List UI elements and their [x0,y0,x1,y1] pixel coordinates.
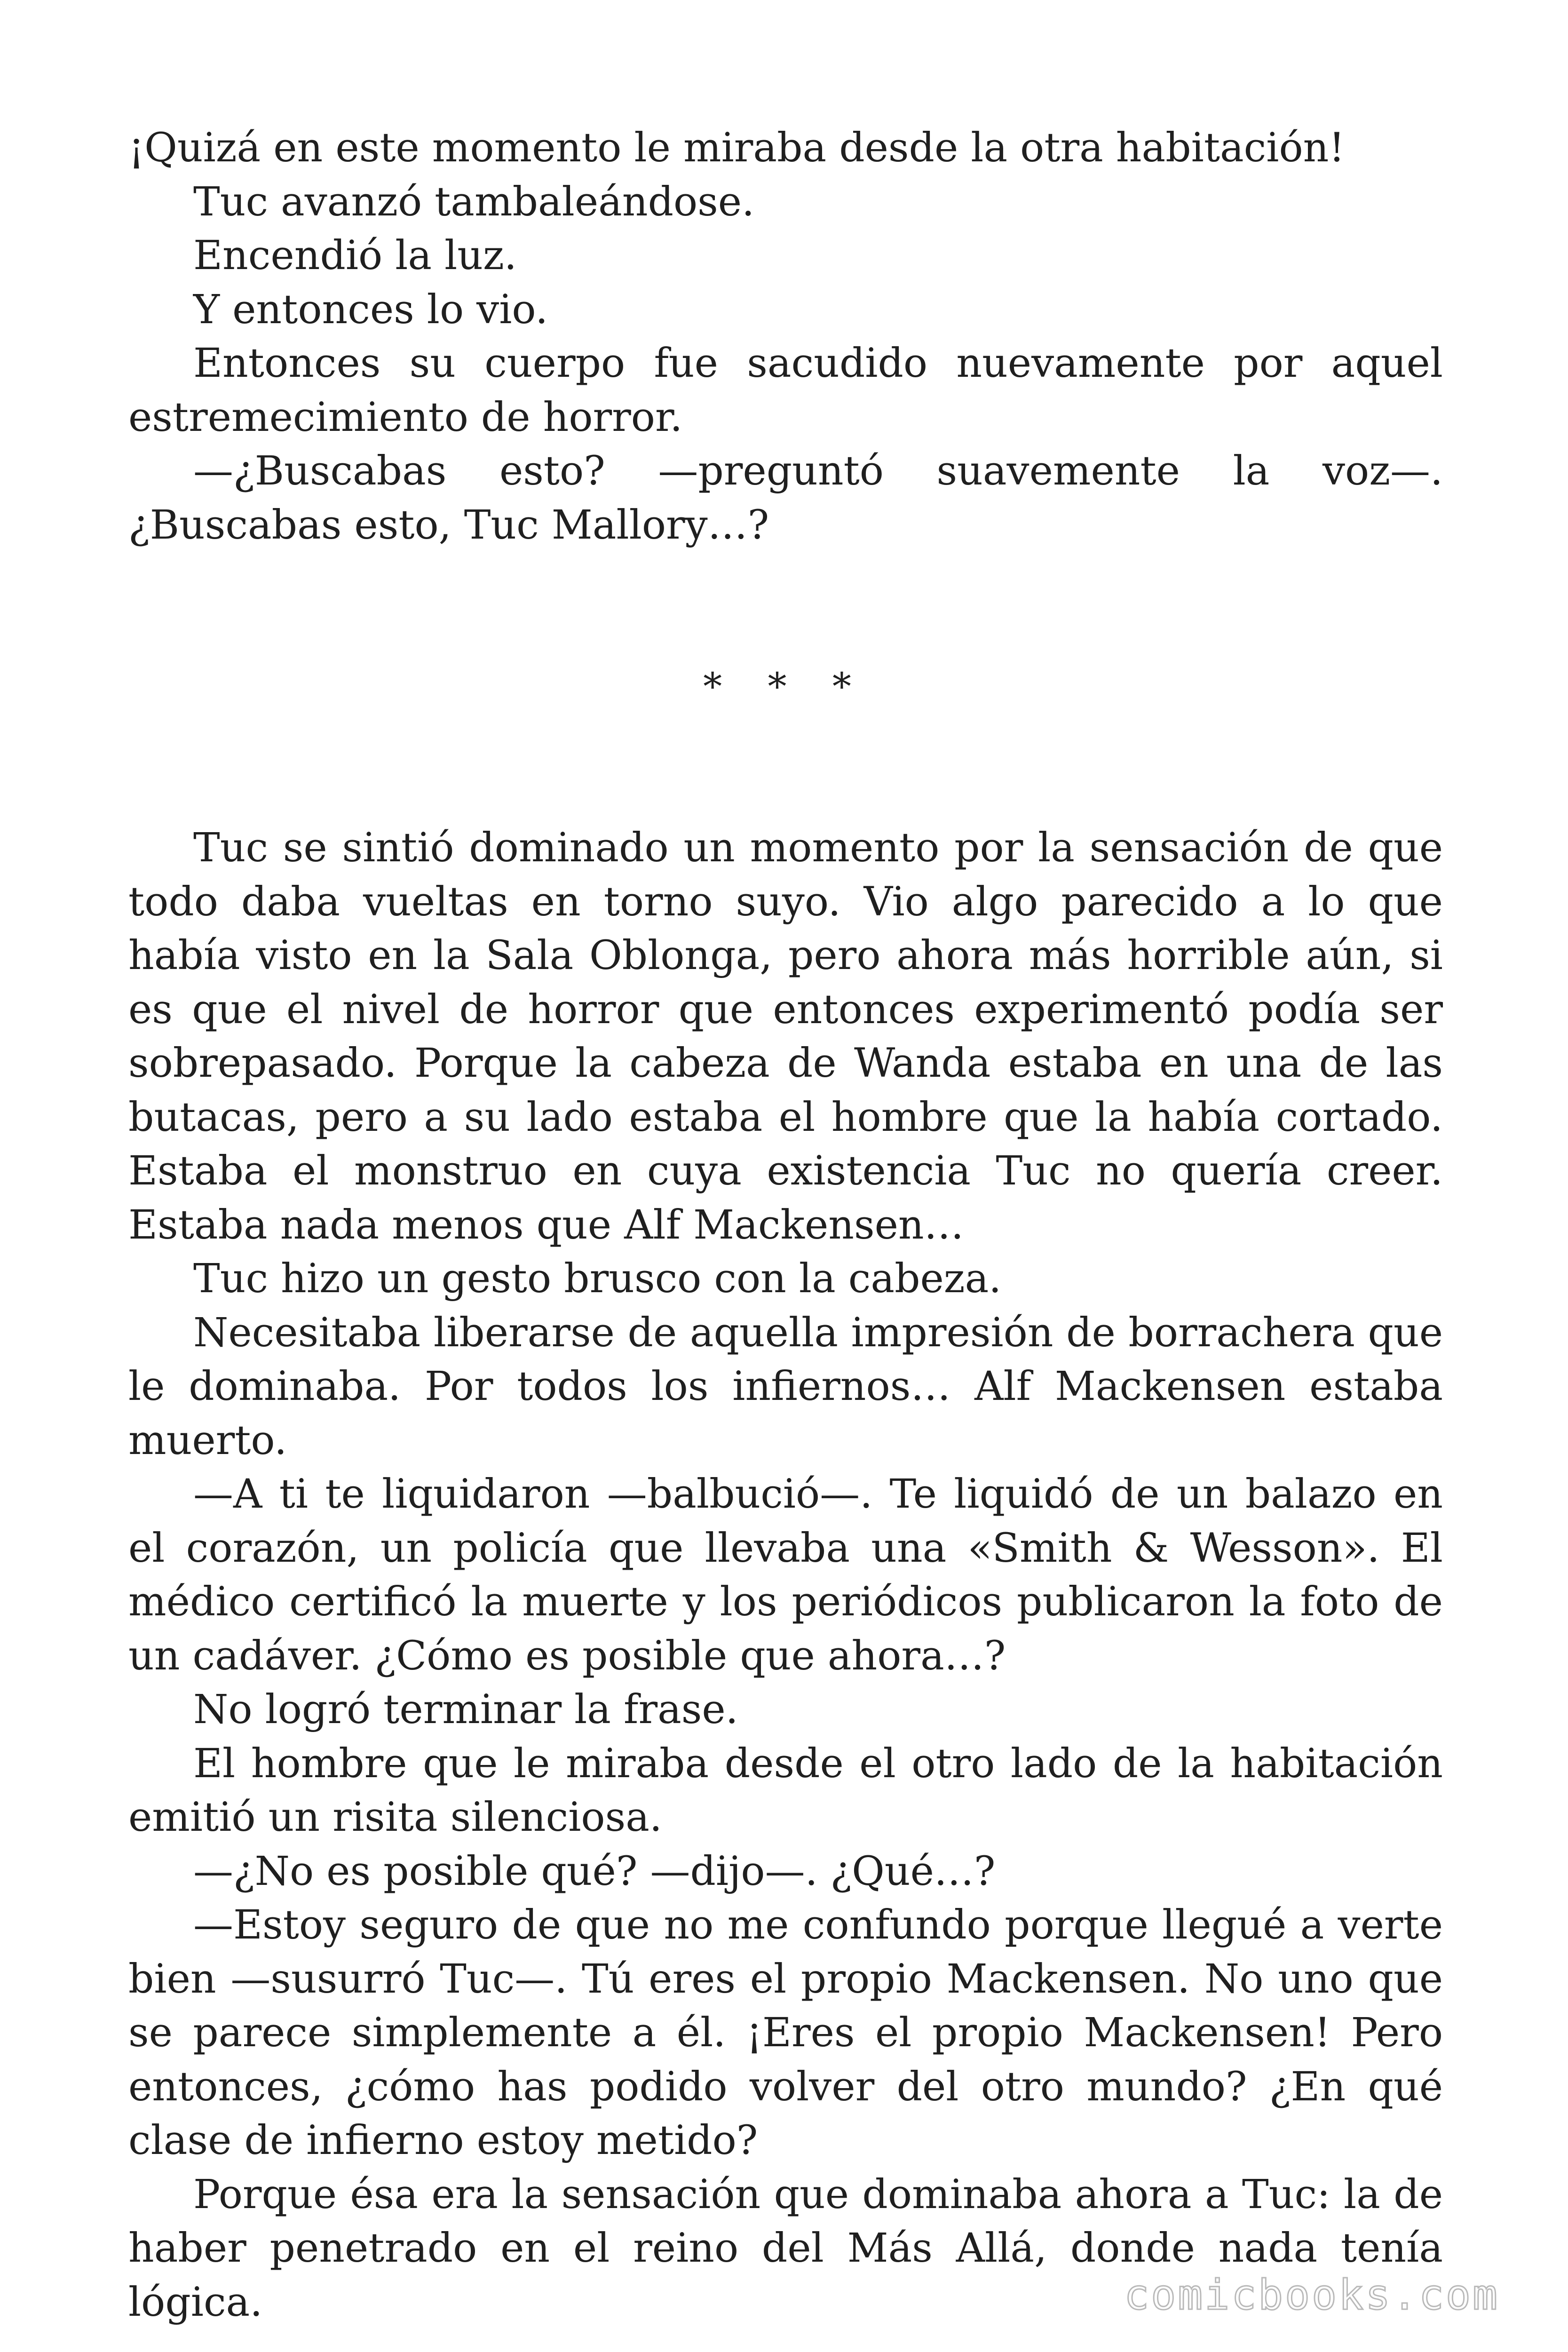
text-block-after [128,821,1443,2329]
paragraph: ¡Quizá en este momento le miraba desde la otra habitación! [128,125,1345,171]
section-break: * * * [703,665,868,708]
watermark-logo: comicbooks.com [1124,2271,1499,2319]
book-page [128,121,1443,2329]
paragraph: Necesitaba liberarse de aquella impresión de borrachera que le dominaba. Por todos los infiernos… Alf Mackensen estaba muerto. [128,1309,1443,1464]
paragraph: —¿No es posible qué? —dijo—. ¿Qué…? [193,1848,996,1895]
paragraph: Tuc hizo un gesto brusco con la cabeza. [193,1255,1002,1302]
text-block-before [128,121,1443,552]
paragraph: —A ti te liquidaron —balbució—. Te liquidó de un balazo en el corazón, un policía que llevaba una «Smith & Wesson». El médico certificó la muerte y los periódicos publicaron la foto de un cadáver. ¿Cómo es posible que ahora…? [128,1471,1443,1679]
paragraph: —¿Buscabas esto? —preguntó suavemente la voz—. ¿Buscabas esto, Tuc Mallory…? [128,448,1443,548]
paragraph: Porque ésa era la sensación que dominaba ahora a Tuc: la de haber penetrado en el reino del Más Allá, donde nada tenía lógica. [128,2171,1443,2326]
paragraph: Tuc se sintió dominado un momento por la sensación de que todo daba vueltas en torno suyo. Vio algo parecido a lo que había visto en la Sala Oblonga, pero ahora más horrible aún, si es que el nivel de horror que entonces experimentó podía ser sobrepasado. Porque la cabeza de Wanda estaba en una de las butacas, pero a su lado estaba el hombre que la había cortado. Estaba el monstruo en cuya existencia Tuc no quería creer. Estaba nada menos que Alf Mackensen… [128,825,1443,1248]
paragraph: Y entonces lo vio. [193,286,548,333]
paragraph: Entonces su cuerpo fue sacudido nuevamente por aquel estremecimiento de horror. [128,340,1443,441]
paragraph: —Estoy seguro de que no me confundo porque llegué a verte bien —susurró Tuc—. Tú eres el propio Mackensen. No uno que se parece simplemente a él. ¡Eres el propio Mackensen! Pero entonces, ¿cómo has podido volver del otro mundo? ¿En qué clase de infierno estoy metido? [128,1902,1443,2164]
paragraph: Tuc avanzó tambaleándose. [193,178,755,225]
paragraph: No logró terminar la frase. [193,1686,738,1733]
paragraph: El hombre que le miraba desde el otro lado de la habitación emitió un risita silenciosa. [128,1740,1443,1841]
paragraph: Encendió la luz. [193,232,517,279]
